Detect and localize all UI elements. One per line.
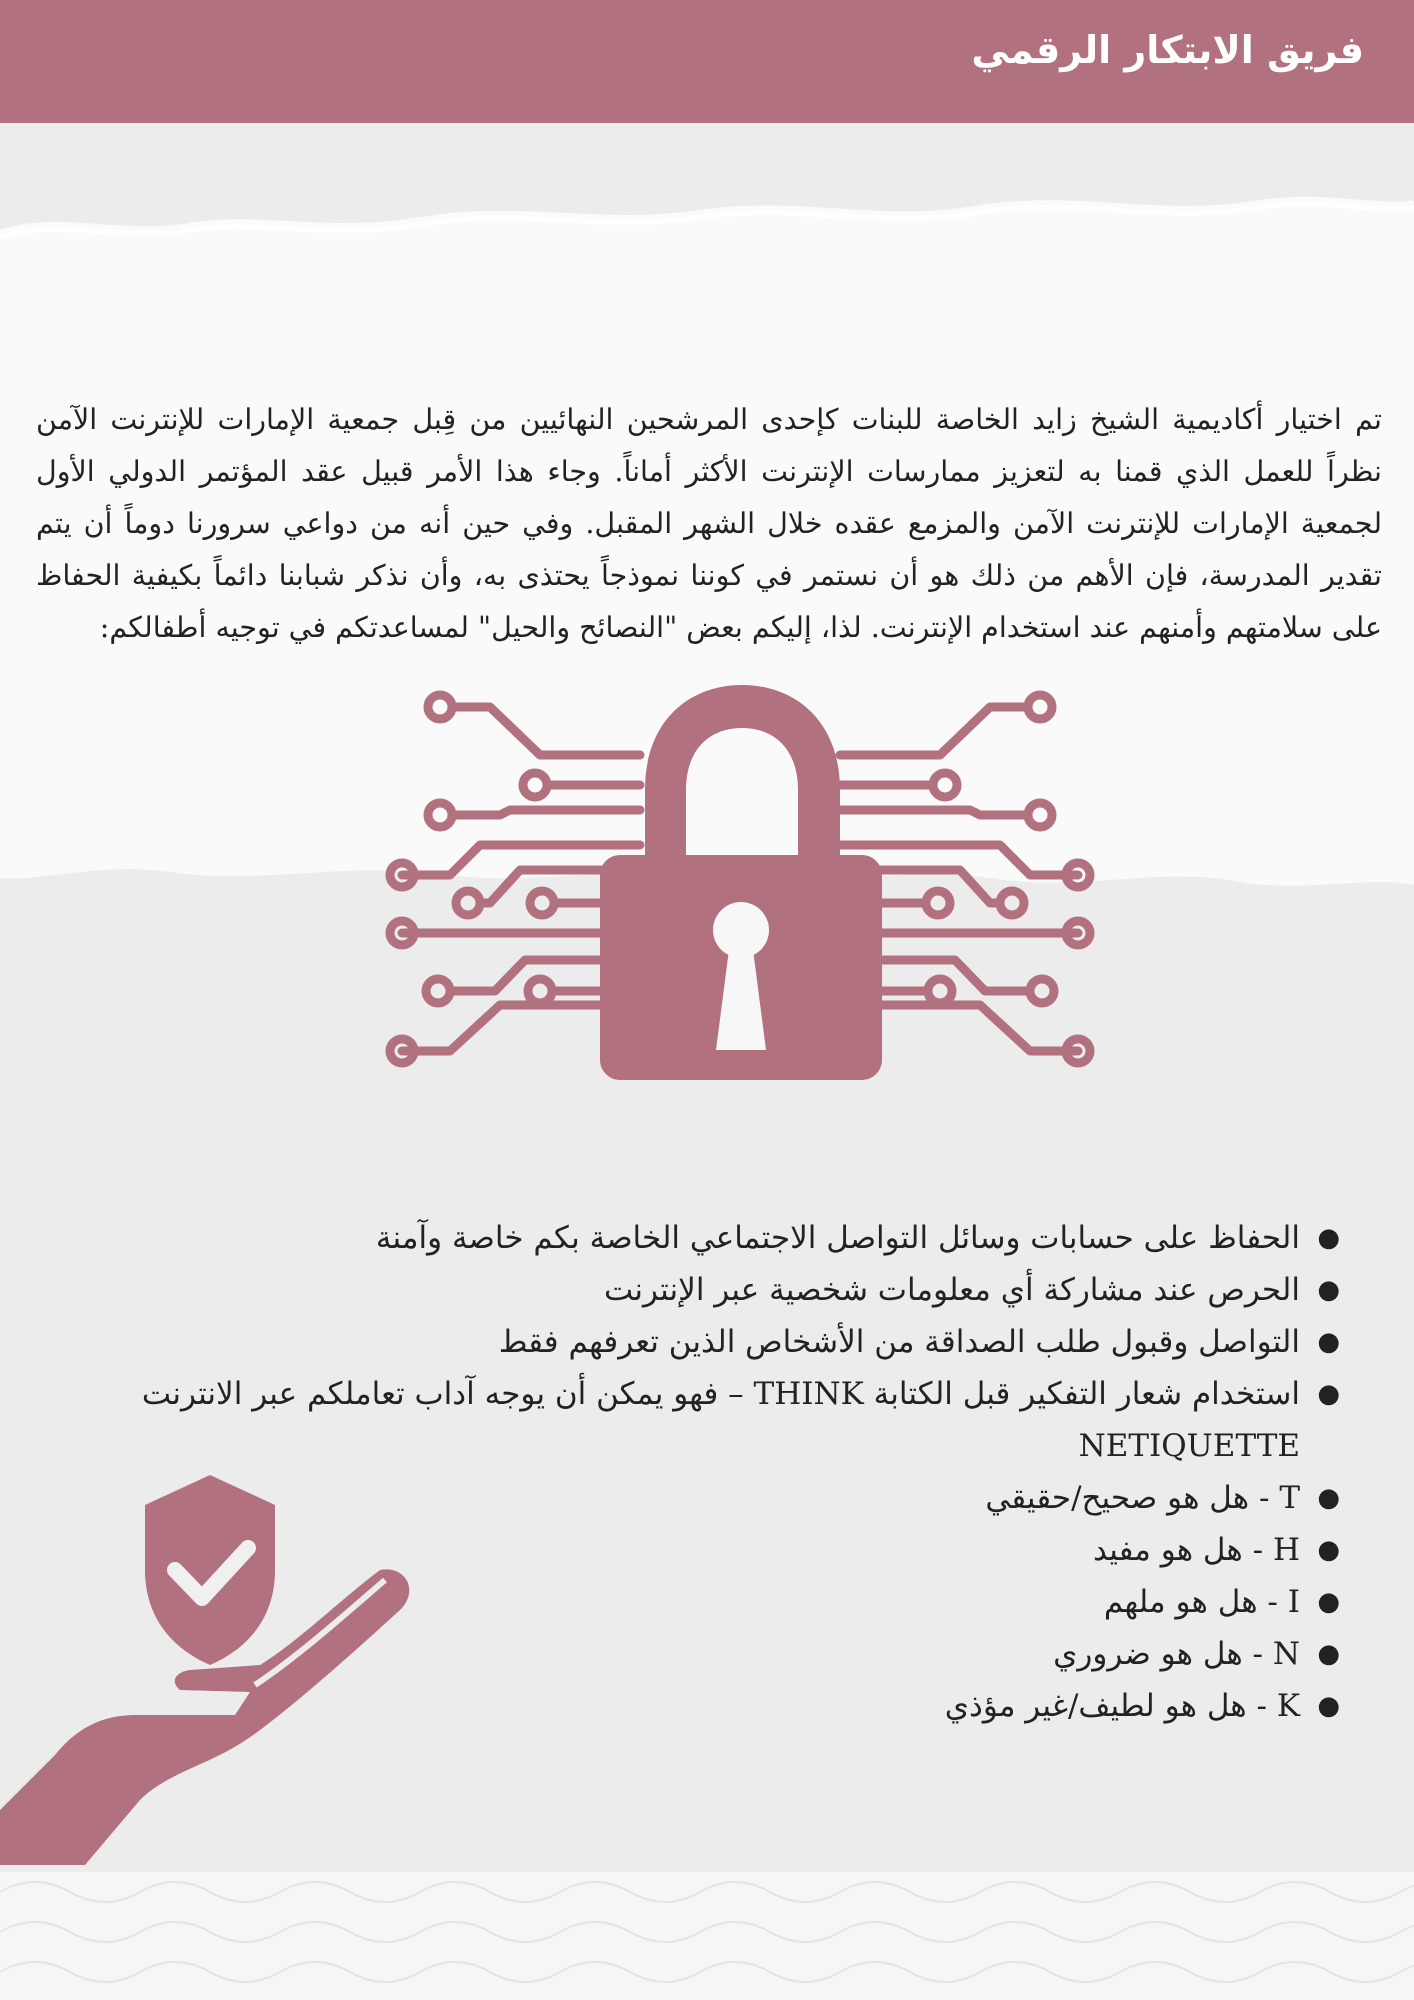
bullet-icon: ● <box>1317 1327 1340 1357</box>
list-item: ● التواصل وقبول طلب الصداقة من الأشخاص الذين تعرفهم فقط <box>40 1316 1340 1368</box>
list-item: ● الحرص عند مشاركة أي معلومات شخصية عبر الإنترنت <box>40 1264 1340 1316</box>
list-item: ● T - هل هو صحيح/حقيقي <box>40 1472 1340 1524</box>
bullet-icon: ● <box>1317 1223 1340 1253</box>
bullet-icon: ● <box>1317 1691 1340 1721</box>
list-item: ● استخدام شعار التفكير قبل الكتابة THINK – فهو يمكن أن يوجه آداب تعاملكم عبر الانترنت NETIQUETTE <box>40 1368 1340 1472</box>
list-item: ● H - هل هو مفيد <box>40 1524 1340 1576</box>
list-item: ● I - هل هو ملهم <box>40 1576 1340 1628</box>
bullet-icon: ● <box>1317 1535 1340 1565</box>
bullet-icon: ● <box>1317 1587 1340 1617</box>
bullet-icon: ● <box>1317 1379 1340 1409</box>
bullet-icon: ● <box>1317 1275 1340 1305</box>
header-bar <box>0 0 1414 123</box>
intro-paragraph: تم اختيار أكاديمية الشيخ زايد الخاصة للبنات كإحدى المرشحين النهائيين من قِبل جمعية الإمارات للإنترنت الآمن نظراً للعمل الذي قمنا به لتعزيز ممارسات الإنترنت الأكثر أماناً. وجاء هذا الأمر قبيل عقد المؤتمر الدولي الأول لجمعية الإمارات للإنترنت الآمن والمزمع عقده خلال الشهر المقبل. وفي حين أنه من دواعي سرورنا دوماً أن يتم تقدير المدرسة، فإن الأهم من ذلك هو أن نستمر في كوننا نموذجاً يحتذى به، وأن نذكر شبابنا دائماً بكيفية الحفاظ على سلامتهم وأمنهم عند استخدام الإنترنت. لذا، إليكم بعض "النصائح والحيل" لمساعدتكم في توجيه أطفالكم: <box>36 402 1382 644</box>
bullet-icon: ● <box>1317 1639 1340 1669</box>
list-item: ● N - هل هو ضروري <box>40 1628 1340 1680</box>
footer-pattern <box>0 1872 1414 2000</box>
hand-shield-icon <box>0 1470 420 1870</box>
circuit-lock-icon <box>380 680 1100 1080</box>
list-item: ● الحفاظ على حسابات وسائل التواصل الاجتماعي الخاصة بكم خاصة وآمنة <box>40 1212 1340 1264</box>
list-item: ● K - هل هو لطيف/غير مؤذي <box>40 1680 1340 1732</box>
bullet-icon: ● <box>1317 1483 1340 1513</box>
header-title: فريق الابتكار الرقمي <box>971 28 1364 72</box>
